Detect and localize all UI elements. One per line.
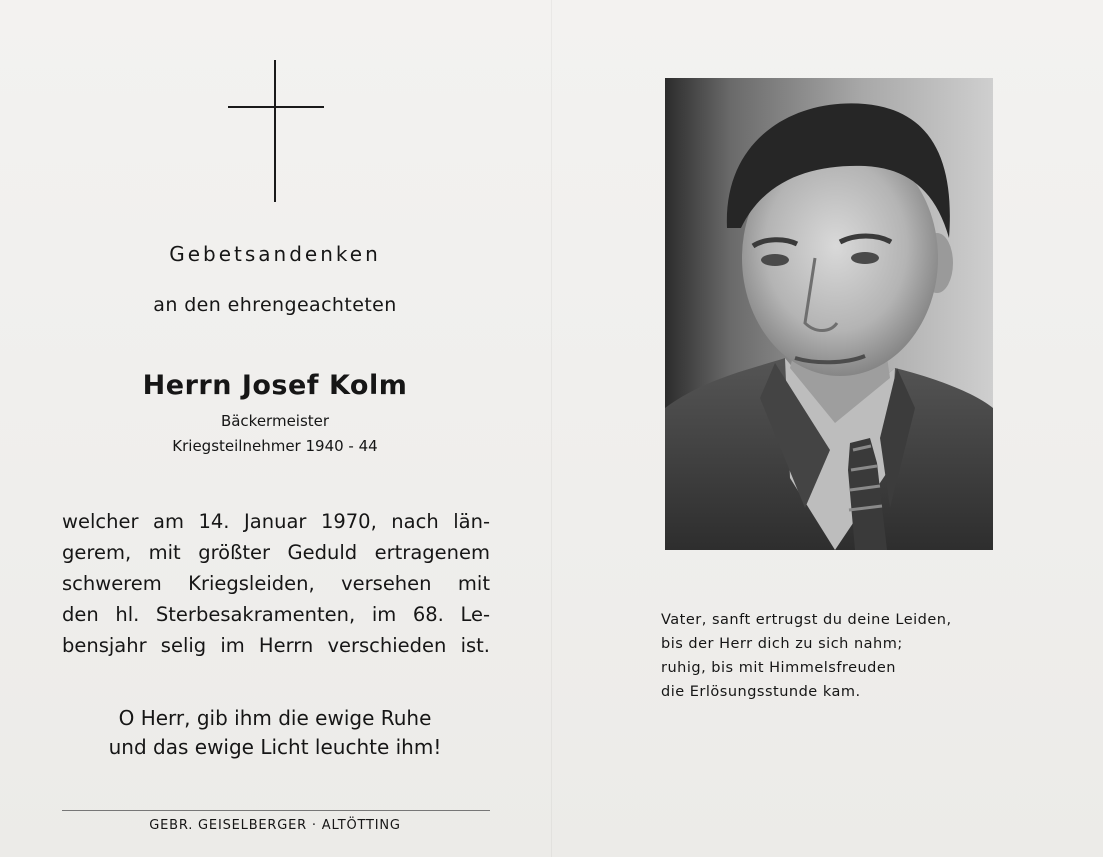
obituary-line: bensjahr selig im Herrn verschieden ist. [62, 634, 490, 657]
obituary-line: welcher am 14. Januar 1970, nach län- [62, 510, 490, 533]
poem-line: die Erlösungsstunde kam. [661, 684, 861, 700]
left-panel [40, 0, 510, 857]
poem-line: Vater, sanft ertrugst du deine Leiden, [661, 612, 952, 628]
obituary-line: den hl. Sterbesakramenten, im 68. Le- [62, 603, 490, 626]
prayer-line: und das ewige Licht leuchte ihm! [108, 735, 442, 759]
printer-credit: GEBR. GEISELBERGER · ALTÖTTING [149, 818, 401, 833]
poem-line: ruhig, bis mit Himmelsfreuden [661, 660, 896, 676]
deceased-occupation: Bäckermeister [220, 412, 330, 430]
divider [62, 810, 490, 811]
obituary-line: schwerem Kriegsleiden, versehen mit [62, 572, 490, 595]
intro-title: Gebetsandenken [169, 242, 381, 266]
cross-icon [226, 60, 326, 202]
deceased-name: Herrn Josef Kolm [142, 370, 408, 401]
card-fold-line [551, 0, 552, 857]
poem [661, 608, 1021, 704]
prayer-text [40, 704, 510, 762]
intro-subtitle: an den ehrengeachteten [153, 294, 397, 316]
prayer-line: O Herr, gib ihm die ewige Ruhe [118, 706, 432, 730]
portrait-photo [665, 78, 993, 550]
deceased-service: Kriegsteilnehmer 1940 - 44 [172, 437, 378, 455]
obituary-line: gerem, mit größter Geduld ertragenem [62, 541, 490, 564]
poem-line: bis der Herr dich zu sich nahm; [661, 636, 903, 652]
obituary-text [62, 506, 490, 661]
